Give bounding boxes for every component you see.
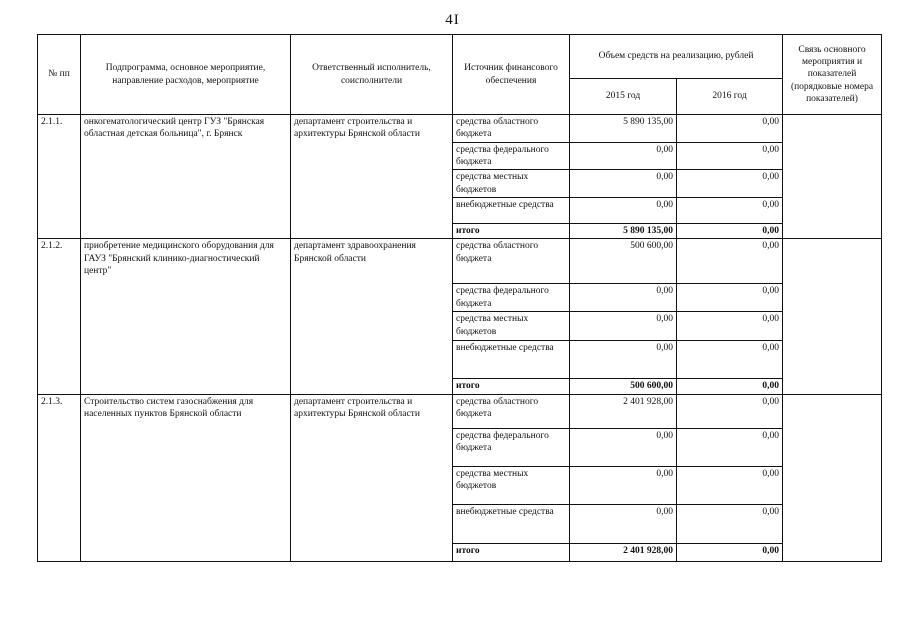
total-2016: 0,00 (677, 379, 783, 394)
value-2015: 0,00 (570, 312, 677, 341)
link-cell (783, 115, 882, 239)
total-2015: 2 401 928,00 (570, 543, 677, 561)
value-2016: 0,00 (677, 466, 783, 504)
value-2015: 0,00 (570, 428, 677, 466)
total-label: итого (453, 224, 570, 239)
header-num: № пп (38, 35, 81, 115)
header-year-2016: 2016 год (677, 79, 783, 115)
source-cell: средства местных бюджетов (453, 312, 570, 341)
value-2015: 0,00 (570, 341, 677, 379)
source-cell: средства федерального бюджета (453, 142, 570, 170)
source-cell: средства федерального бюджета (453, 428, 570, 466)
source-cell: средства местных бюджетов (453, 170, 570, 198)
source-cell: внебюджетные средства (453, 341, 570, 379)
value-2016: 0,00 (677, 239, 783, 284)
link-cell (783, 394, 882, 561)
value-2016: 0,00 (677, 341, 783, 379)
value-2016: 0,00 (677, 142, 783, 170)
source-cell: внебюджетные средства (453, 504, 570, 543)
executor-cell: департамент здравоохранения Брянской области (291, 239, 453, 394)
program-cell: онкогематологический центр ГУЗ "Брянская областная детская больница", г. Брянск (81, 115, 291, 239)
total-2016: 0,00 (677, 543, 783, 561)
value-2015: 0,00 (570, 466, 677, 504)
header-link: Связь основного мероприятия и показателей (порядковые номера показателей) (783, 35, 882, 115)
total-2015: 5 890 135,00 (570, 224, 677, 239)
source-cell: средства областного бюджета (453, 115, 570, 143)
value-2015: 0,00 (570, 284, 677, 312)
row-number: 2.1.3. (38, 394, 81, 561)
table-row (38, 394, 882, 428)
source-cell: средства федерального бюджета (453, 284, 570, 312)
value-2015: 0,00 (570, 504, 677, 543)
program-cell: Строительство систем газоснабжения для населенных пунктов Брянской области (81, 394, 291, 561)
source-cell: средства местных бюджетов (453, 466, 570, 504)
total-2015: 500 600,00 (570, 379, 677, 394)
header-executor: Ответственный исполнитель, соисполнители (291, 35, 453, 115)
total-label: итого (453, 379, 570, 394)
executor-cell: департамент строительства и архитектуры Брянской области (291, 394, 453, 561)
source-cell: средства областного бюджета (453, 239, 570, 284)
value-2016: 0,00 (677, 198, 783, 224)
value-2015: 0,00 (570, 198, 677, 224)
value-2016: 0,00 (677, 394, 783, 428)
value-2016: 0,00 (677, 284, 783, 312)
value-2016: 0,00 (677, 115, 783, 143)
budget-table (37, 34, 882, 562)
total-2016: 0,00 (677, 224, 783, 239)
value-2016: 0,00 (677, 312, 783, 341)
value-2015: 500 600,00 (570, 239, 677, 284)
program-cell: приобретение медицинского оборудования для ГАУЗ "Брянский клинико-диагностический центр" (81, 239, 291, 394)
value-2015: 5 890 135,00 (570, 115, 677, 143)
value-2015: 2 401 928,00 (570, 394, 677, 428)
header-year-2015: 2015 год (570, 79, 677, 115)
header-volume: Объем средств на реализацию, рублей (570, 35, 783, 79)
row-number: 2.1.2. (38, 239, 81, 394)
table-row (38, 115, 882, 143)
value-2016: 0,00 (677, 504, 783, 543)
source-cell: внебюджетные средства (453, 198, 570, 224)
table-row (38, 239, 882, 284)
page-number: 4I (445, 12, 460, 28)
row-number: 2.1.1. (38, 115, 81, 239)
value-2015: 0,00 (570, 142, 677, 170)
value-2016: 0,00 (677, 428, 783, 466)
total-label: итого (453, 543, 570, 561)
source-cell: средства областного бюджета (453, 394, 570, 428)
link-cell (783, 239, 882, 394)
executor-cell: департамент строительства и архитектуры Брянской области (291, 115, 453, 239)
header-source: Источник финансового обеспечения (453, 35, 570, 115)
value-2016: 0,00 (677, 170, 783, 198)
header-program: Подпрограмма, основное мероприятие, направление расходов, мероприятие (81, 35, 291, 115)
value-2015: 0,00 (570, 170, 677, 198)
